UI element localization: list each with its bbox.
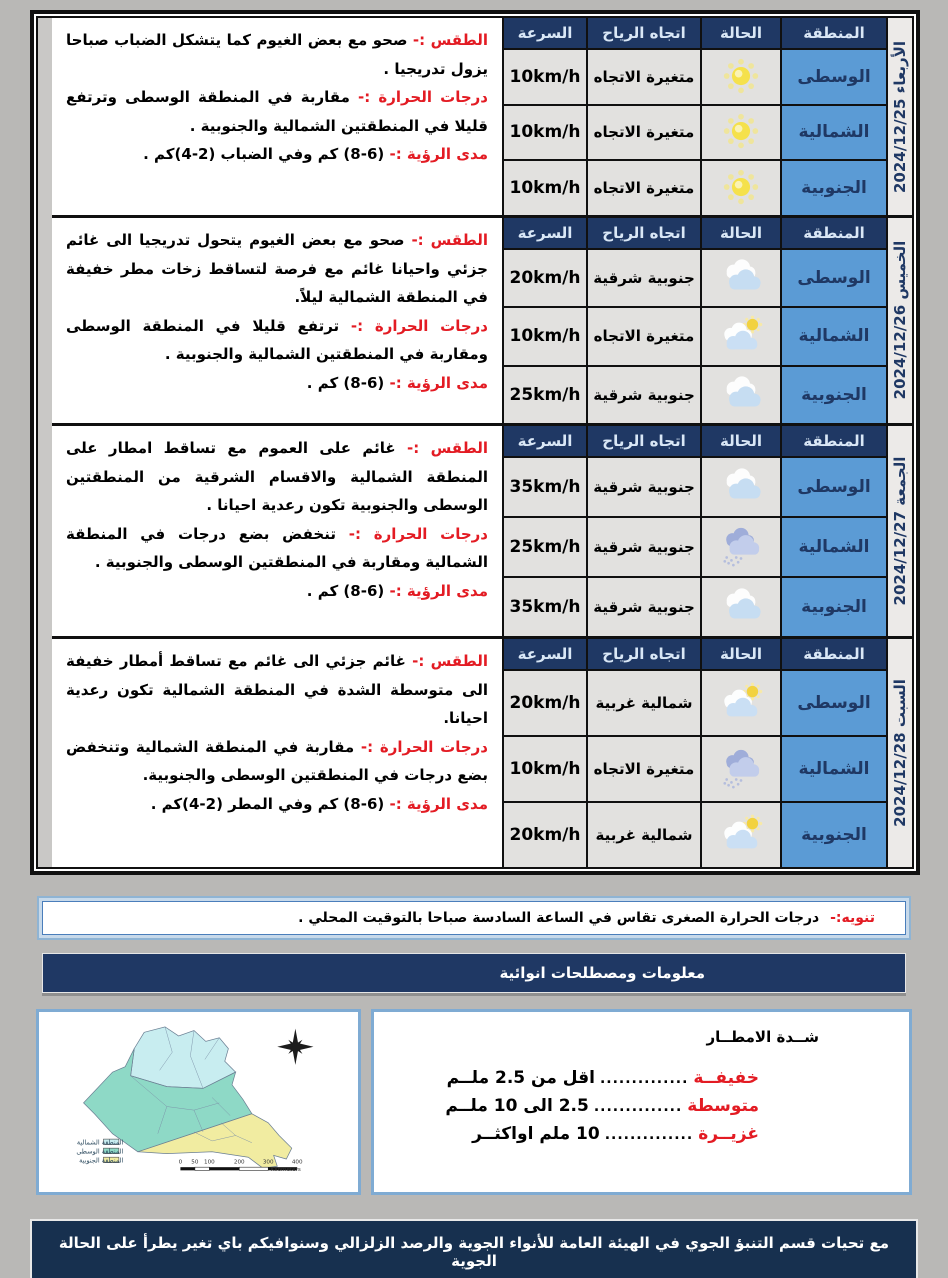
wind-speed-cell: 10km/h <box>504 161 586 215</box>
svg-text:200: 200 <box>233 1159 245 1166</box>
description-text: صحو مع بعض الغيوم كما يتشكل الضباب صباحا يزول تدريجيا . <box>66 31 488 78</box>
wind-direction-cell: شمالية غربية <box>588 803 700 867</box>
rain-intensity-box <box>371 1009 912 1195</box>
footer-text: مع تحيات قسم التنبؤ الجوي في الهيئة العامة للأنواء الجوية والرصد الزلزالي وسنوافيكم باي تغير يطرأ على الحالة الجوية <box>58 1234 890 1270</box>
description-text: (6-8) كم وفي الضباب (2-4)كم . <box>143 145 385 163</box>
svg-text:400: 400 <box>291 1159 303 1166</box>
wind-speed-cell: 20km/h <box>504 671 586 735</box>
day-section <box>52 18 912 215</box>
region-cell: الشمالية <box>782 106 886 160</box>
partly-icon <box>717 682 765 724</box>
column-header-wind: اتجاه الرياح <box>588 426 700 456</box>
column-header-speed: السرعة <box>504 426 586 456</box>
rain-intensity-item <box>374 1064 909 1092</box>
wind-direction-cell: متغيرة الاتجاه <box>588 308 700 364</box>
rain-value: 10 ملم اواكثــر <box>472 1124 600 1144</box>
rain-intensity-item <box>374 1120 909 1148</box>
wind-direction-cell: جنوبية شرقية <box>588 250 700 306</box>
description-label: الطقس :- <box>405 652 488 670</box>
rain-term: غزيــرة <box>698 1124 759 1144</box>
description-paragraph <box>66 140 488 169</box>
svg-text:0: 0 <box>178 1159 183 1166</box>
wind-direction-cell: متغيرة الاتجاه <box>588 50 700 104</box>
days-stack <box>52 18 912 867</box>
description-text: غائم على العموم مع تساقط امطار على المنطقة الشمالية والاقسام الشرقية من المنطقتين الوسطى والجنوبية تكون رعدية احيانا . <box>66 439 488 514</box>
description-label: مدى الرؤية :- <box>384 581 488 600</box>
rain-intensity-item <box>374 1092 909 1120</box>
compass-rose-icon <box>277 1029 313 1065</box>
description-text: صحو مع بعض الغيوم يتحول تدريجيا الى غائم جزئي واحيانا غائم مع فرصة لتساقط زخات مطر خفيفة في المنطقة الشمالية ليلاً. <box>66 231 488 306</box>
legend-label-central: المنطقة الوسطى <box>76 1147 124 1156</box>
region-cell: الشمالية <box>782 308 886 364</box>
column-header-region: المنطقة <box>782 639 886 669</box>
condition-cell <box>702 308 780 364</box>
description-paragraph <box>66 226 488 312</box>
region-cell: الوسطى <box>782 671 886 735</box>
description-text: مقاربة في المنطقة الوسطى وترتفع قليلا في المنطقتين الشمالية والجنوبية . <box>66 88 488 135</box>
map-scale-bar <box>179 1160 303 1173</box>
description-label: درجات الحرارة :- <box>339 316 488 335</box>
condition-cell <box>702 106 780 160</box>
description-text: (6-8) كم . <box>306 581 385 600</box>
description-text: (6-8) كم . <box>306 373 385 392</box>
description-label: الطقس :- <box>395 439 488 457</box>
wind-direction-cell: متغيرة الاتجاه <box>588 106 700 160</box>
region-cell: الشمالية <box>782 737 886 801</box>
description-paragraph <box>66 83 488 140</box>
description-label: مدى الرؤية :- <box>384 373 488 392</box>
region-cell: الجنوبية <box>782 161 886 215</box>
sunny-icon <box>717 56 765 98</box>
day-date-label: الجمعة 2024/12/27 <box>891 456 909 606</box>
description-paragraph <box>66 434 488 520</box>
map-legend <box>76 1139 123 1165</box>
sunny-icon <box>717 167 765 209</box>
rain-intensity-title: شــدة الامطــار <box>706 1028 819 1046</box>
description-label: مدى الرؤية :- <box>384 145 488 163</box>
column-header-speed: السرعة <box>504 18 586 48</box>
info-bar-title: معلومات ومصطلحات انوائية <box>499 964 705 982</box>
wind-direction-cell: جنوبية شرقية <box>588 578 700 636</box>
day-date-label: الخميس 2024/12/26 <box>891 241 909 400</box>
region-cell: الجنوبية <box>782 578 886 636</box>
day-description <box>52 639 502 867</box>
cloudy-icon <box>717 257 765 299</box>
day-date-label: الأربعاء 2024/12/25 <box>891 40 909 193</box>
wind-speed-cell: 10km/h <box>504 106 586 160</box>
wind-speed-cell: 25km/h <box>504 518 586 576</box>
day-date-label: السبت 2024/12/28 <box>891 679 909 827</box>
region-cell: الوسطى <box>782 50 886 104</box>
column-header-wind: اتجاه الرياح <box>588 18 700 48</box>
description-paragraph <box>66 790 488 819</box>
info-bar <box>42 953 906 993</box>
day-description <box>52 426 502 636</box>
condition-cell <box>702 50 780 104</box>
wind-speed-cell: 10km/h <box>504 737 586 801</box>
condition-cell <box>702 671 780 735</box>
svg-text:Kilometers: Kilometers <box>270 1166 301 1173</box>
description-label: درجات الحرارة :- <box>349 88 488 106</box>
notice-text: درجات الحرارة الصغرى تقاس في الساعة السادسة صباحا بالتوقيت المحلي . <box>298 910 820 926</box>
condition-cell <box>702 458 780 516</box>
description-label: درجات الحرارة :- <box>335 524 488 543</box>
description-paragraph <box>66 312 488 369</box>
description-paragraph <box>66 577 488 606</box>
wind-direction-cell: متغيرة الاتجاه <box>588 737 700 801</box>
rain-icon <box>717 748 765 790</box>
region-cell: الوسطى <box>782 250 886 306</box>
wind-speed-cell: 20km/h <box>504 803 586 867</box>
description-paragraph <box>66 647 488 733</box>
day-description <box>52 18 502 215</box>
cloudy-icon <box>717 466 765 508</box>
description-paragraph <box>66 369 488 398</box>
column-header-condition: الحالة <box>702 639 780 669</box>
condition-cell <box>702 367 780 423</box>
legend-boxes-row <box>36 1009 912 1195</box>
forecast-table-frame <box>30 10 920 875</box>
notice-label: تنويه:- <box>830 910 875 926</box>
wind-speed-cell: 20km/h <box>504 250 586 306</box>
cloudy-icon <box>717 586 765 628</box>
region-cell: الشمالية <box>782 518 886 576</box>
description-label: درجات الحرارة :- <box>354 737 488 756</box>
partly-icon <box>717 814 765 856</box>
rain-icon <box>717 526 765 568</box>
map-box <box>36 1009 361 1195</box>
description-paragraph <box>66 733 488 790</box>
day-section <box>52 218 912 423</box>
description-text: مقاربة في المنطقة الشمالية وتنخفض بضع درجات في المنطقتين الوسطى والجنوبية. <box>66 737 488 784</box>
rain-value: 2.5 الى 10 ملــم <box>445 1096 589 1116</box>
column-header-speed: السرعة <box>504 218 586 248</box>
wind-direction-cell: جنوبية شرقية <box>588 518 700 576</box>
day-date-cell <box>888 639 912 867</box>
wind-direction-cell: جنوبية شرقية <box>588 458 700 516</box>
condition-cell <box>702 737 780 801</box>
svg-text:50: 50 <box>191 1159 199 1166</box>
condition-cell <box>702 161 780 215</box>
wind-speed-cell: 25km/h <box>504 367 586 423</box>
condition-cell <box>702 518 780 576</box>
map-region-north <box>131 1027 236 1089</box>
notice-bar <box>42 901 906 935</box>
description-text: ترتفع قليلا في المنطقة الوسطى ومقاربة في المنطقتين الشمالية والجنوبية . <box>66 316 488 363</box>
wind-speed-cell: 10km/h <box>504 308 586 364</box>
svg-text:100: 100 <box>204 1159 215 1166</box>
legend-label-south: المنطقة الجنوبية <box>79 1156 124 1165</box>
iraq-regions-map <box>43 1016 354 1188</box>
svg-text:300: 300 <box>262 1159 274 1166</box>
sunny-icon <box>717 111 765 153</box>
rain-term: متوسطة <box>687 1096 759 1116</box>
column-header-condition: الحالة <box>702 218 780 248</box>
wind-direction-cell: جنوبية شرقية <box>588 367 700 423</box>
region-cell: الجنوبية <box>782 803 886 867</box>
day-date-cell <box>888 218 912 423</box>
region-cell: الوسطى <box>782 458 886 516</box>
day-section <box>52 426 912 636</box>
description-text: (6-8) كم وفي المطر (2-4)كم . <box>150 794 385 813</box>
column-header-region: المنطقة <box>782 426 886 456</box>
day-description <box>52 218 502 423</box>
description-paragraph <box>66 520 488 577</box>
column-header-wind: اتجاه الرياح <box>588 218 700 248</box>
condition-cell <box>702 578 780 636</box>
column-header-wind: اتجاه الرياح <box>588 639 700 669</box>
wind-speed-cell: 35km/h <box>504 458 586 516</box>
column-header-speed: السرعة <box>504 639 586 669</box>
description-label: الطقس :- <box>407 31 488 49</box>
description-text: غائم جزئي الى غائم مع تساقط أمطار خفيفة الى متوسطة الشدة في المنطقة الشمالية تكون رعدية احيانا. <box>66 652 488 727</box>
column-header-condition: الحالة <box>702 18 780 48</box>
day-date-cell <box>888 18 912 215</box>
partly-icon <box>717 315 765 357</box>
rain-dots: .............. <box>599 1071 689 1087</box>
wind-speed-cell: 10km/h <box>504 50 586 104</box>
description-label: مدى الرؤية :- <box>384 794 488 813</box>
cloudy-icon <box>717 374 765 416</box>
region-cell: الجنوبية <box>782 367 886 423</box>
condition-cell <box>702 803 780 867</box>
column-header-condition: الحالة <box>702 426 780 456</box>
rain-value: اقل من 2.5 ملــم <box>446 1068 595 1088</box>
description-label: الطقس :- <box>404 231 488 249</box>
rain-dots: .............. <box>593 1099 683 1115</box>
rain-term: خفيفــة <box>693 1068 759 1088</box>
description-text: تنخفض بضع درجات في المنطقة الشمالية ومقاربة في المنطقتين الوسطى والجنوبية . <box>66 524 488 571</box>
condition-cell <box>702 250 780 306</box>
legend-label-north: المنطقة الشمالية <box>76 1138 124 1147</box>
wind-speed-cell: 35km/h <box>504 578 586 636</box>
wind-direction-cell: متغيرة الاتجاه <box>588 161 700 215</box>
footer-bar <box>30 1219 918 1278</box>
column-header-region: المنطقة <box>782 218 886 248</box>
day-date-cell <box>888 426 912 636</box>
rain-dots: .............. <box>604 1127 694 1143</box>
column-header-region: المنطقة <box>782 18 886 48</box>
wind-direction-cell: شمالية غربية <box>588 671 700 735</box>
day-section <box>52 639 912 867</box>
description-paragraph <box>66 26 488 83</box>
